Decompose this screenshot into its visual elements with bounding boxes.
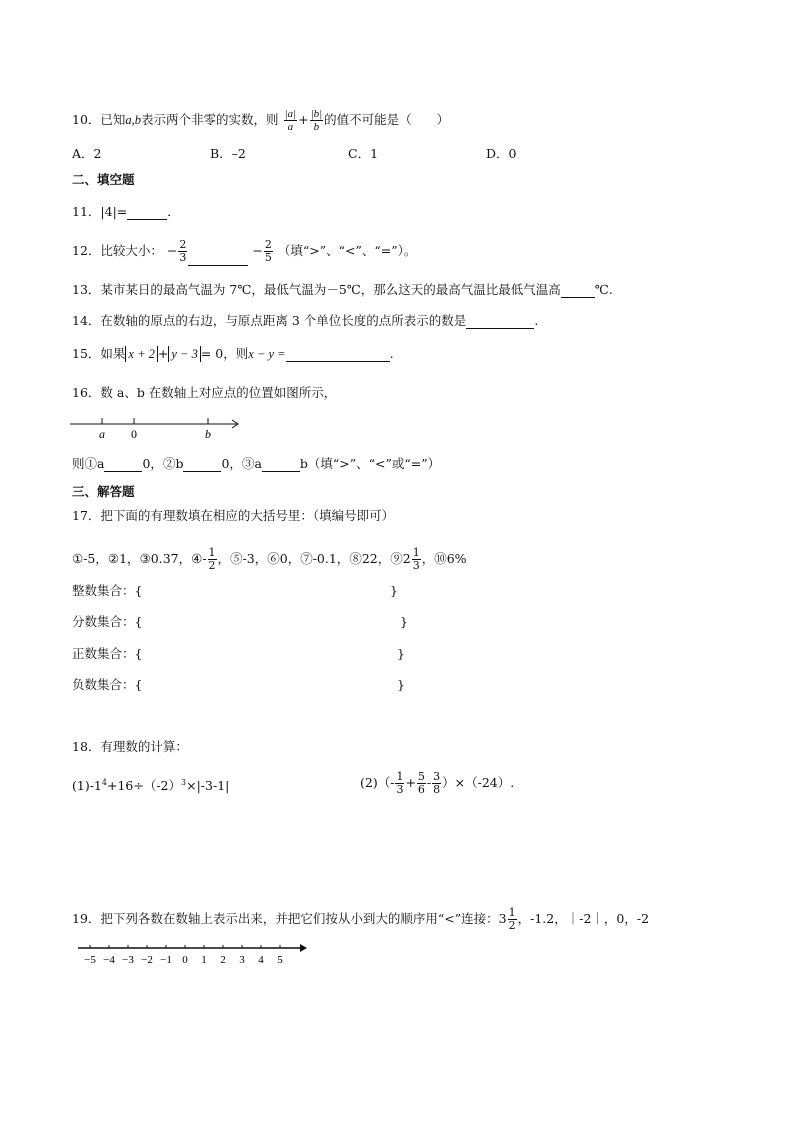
q17-item-9-whole: 2 bbox=[402, 551, 411, 566]
q17-item-2: ②1， bbox=[107, 551, 140, 566]
q19-number-line bbox=[76, 940, 308, 968]
q18-p1-tail: ×|-3-1| bbox=[186, 778, 230, 794]
q11-answer-blank[interactable] bbox=[127, 207, 167, 220]
question-19 bbox=[72, 904, 649, 934]
q16-axis-label-b: b bbox=[205, 427, 211, 441]
q19-rest: ，-1.2，｜-2｜，0，-2 bbox=[517, 911, 650, 926]
q16-blank-1[interactable] bbox=[104, 459, 142, 472]
q15-abs-expr-1: x + 2 bbox=[125, 346, 157, 362]
q18-p1-start: (1)-1 bbox=[72, 778, 102, 794]
q19-mixed-whole: 3 bbox=[498, 911, 507, 926]
q18-text: 18．有理数的计算： bbox=[72, 739, 188, 754]
q15-plus: + bbox=[157, 346, 169, 361]
q17-text: 17．把下面的有理数填在相应的大括号里：（填编号即可） bbox=[72, 508, 395, 523]
q16-circle-2: ② bbox=[162, 456, 176, 471]
q18-p2-fraction-2: $\frac{5}{6}$ bbox=[417, 770, 425, 796]
q19-tick-label: 1 bbox=[201, 954, 207, 966]
q19-tick-label: 0 bbox=[182, 954, 188, 966]
q17-item-4-fraction: $\frac{1}{2}$ bbox=[208, 546, 216, 572]
q19-tick-label: 3 bbox=[239, 954, 245, 966]
q19-tick-label: 2 bbox=[220, 954, 226, 966]
q17-separator-9: ， bbox=[421, 551, 435, 566]
q17-item-1: ①-5， bbox=[72, 551, 108, 566]
q10-number: 10．已知 bbox=[72, 112, 126, 127]
q17-items bbox=[72, 544, 467, 574]
q18-part-1 bbox=[72, 775, 229, 794]
q18-p2-end: ）×（-24）. bbox=[442, 775, 515, 790]
q10-option-a: A．2 bbox=[72, 146, 102, 161]
question-13 bbox=[72, 282, 613, 298]
q14-suffix: . bbox=[534, 313, 539, 328]
q16-part-3: a bbox=[254, 456, 262, 471]
q18-p2-start: (2)（- bbox=[360, 775, 395, 790]
q16-part-1: a bbox=[97, 456, 105, 471]
q10-option-b: B．–2 bbox=[210, 146, 246, 161]
q16-part-2: b bbox=[175, 456, 184, 471]
q12-suffix: （填“>”、“<”、“=”）。 bbox=[277, 243, 417, 258]
question-10 bbox=[72, 108, 449, 133]
q19-tick-label: 4 bbox=[258, 954, 264, 966]
q16-answer-start: 则 bbox=[72, 456, 85, 471]
q17-item-7: ⑦-0.1， bbox=[300, 551, 350, 566]
q12-fraction-2: $\frac{2}{5}$ bbox=[264, 238, 272, 264]
q18-p1-middle: +16÷（-2） bbox=[106, 778, 182, 794]
q16-number-line bbox=[66, 414, 246, 446]
q17-separator-4: ， bbox=[217, 551, 231, 566]
q16-value-1: 0， bbox=[142, 456, 163, 471]
q12-answer-blank[interactable] bbox=[188, 245, 248, 266]
q11-number: 11． bbox=[72, 204, 101, 219]
q12-fraction-1: $\frac{2}{3}$ bbox=[179, 238, 187, 264]
q10-plus: + bbox=[298, 112, 309, 127]
q16-blank-2[interactable] bbox=[183, 459, 221, 472]
q15-answer-blank[interactable] bbox=[286, 349, 390, 362]
section-heading-solve: 三、解答题 bbox=[72, 484, 135, 499]
q19-tick-label: 5 bbox=[277, 954, 283, 966]
question-14 bbox=[72, 313, 538, 329]
question-11 bbox=[72, 204, 180, 220]
set-fractions-label: 分数集合：{ bbox=[72, 614, 143, 629]
q16-value-3: b（填“>”、“<”或“=”） bbox=[299, 456, 441, 471]
set-integers-close: } bbox=[390, 583, 398, 598]
q12-number: 12．比较大小： bbox=[72, 243, 163, 258]
q17-item-9-fraction: $\frac{1}{3}$ bbox=[412, 546, 420, 572]
q17-item-9: ⑨ bbox=[390, 551, 403, 566]
q10-fraction-b: $\frac{|b|}{b}$ bbox=[310, 108, 323, 133]
question-12 bbox=[72, 236, 416, 266]
q19-tick-label: −5 bbox=[84, 954, 96, 966]
q18-p2-minus: - bbox=[426, 775, 432, 790]
set-positive-label: 正数集合：{ bbox=[72, 646, 143, 661]
q17-item-10: ⑩6% bbox=[434, 551, 467, 566]
q14-answer-blank[interactable] bbox=[466, 316, 534, 329]
set-negative-label: 负数集合：{ bbox=[72, 677, 143, 692]
set-integers-label: 整数集合：{ bbox=[72, 583, 143, 598]
q19-tick-label: −2 bbox=[141, 954, 153, 966]
q10-text: 表示两个非零的实数，则 bbox=[141, 112, 279, 127]
q10-fraction-a: $\frac{|a|}{a}$ bbox=[284, 108, 297, 133]
q19-tick-label: −1 bbox=[160, 954, 172, 966]
q13-unit: ℃. bbox=[594, 282, 613, 297]
q16-circle-1: ① bbox=[84, 456, 98, 471]
q18-p1-exponent-2: 3 bbox=[181, 778, 187, 787]
q15-eq: = 0，则 bbox=[200, 346, 249, 361]
q13-text: 13．某市某日的最高气温为 7℃，最低气温为－5℃，那么这天的最高气温比最低气温高 bbox=[72, 282, 561, 297]
q18-p2-plus: + bbox=[405, 775, 416, 790]
q10-vars: a,b bbox=[125, 113, 142, 127]
q18-p2-fraction-1: $\frac{1}{3}$ bbox=[396, 770, 404, 796]
q15-suffix: . bbox=[389, 346, 394, 361]
q15-expr-3: x − y = bbox=[248, 347, 286, 361]
q19-tick-label: −3 bbox=[122, 954, 134, 966]
q15-abs-expr-2: y − 3 bbox=[168, 346, 200, 362]
q12-minus-1: − bbox=[166, 243, 178, 258]
q18-p1-exponent: 4 bbox=[101, 778, 107, 787]
q16-axis-label-a: a bbox=[99, 427, 105, 441]
question-15 bbox=[72, 346, 394, 362]
q13-answer-blank[interactable] bbox=[561, 285, 595, 298]
q10-option-d: D．0 bbox=[486, 146, 517, 161]
q17-item-4: ④- bbox=[191, 551, 207, 566]
q19-tick-label: −4 bbox=[103, 954, 115, 966]
q19-mixed-fraction: $\frac{1}{2}$ bbox=[508, 906, 516, 932]
q15-prefix: 15．如果 bbox=[72, 346, 126, 361]
set-positive-close: } bbox=[397, 646, 405, 661]
q18-part-2 bbox=[360, 768, 514, 798]
section-heading-fill-blank: 二、填空题 bbox=[72, 172, 135, 187]
q16-text: 16．数 a、b 在数轴上对应点的位置如图所示， bbox=[72, 385, 337, 400]
q17-item-8: ⑧22， bbox=[349, 551, 391, 566]
q14-text: 14．在数轴的原点的右边，与原点距离 3 个单位长度的点所表示的数是 bbox=[72, 313, 467, 328]
q17-item-5: ⑤-3， bbox=[230, 551, 268, 566]
q11-suffix: ． bbox=[167, 204, 180, 219]
q10-text-2: 的值不可能是（ ） bbox=[324, 112, 450, 127]
q16-blank-3[interactable] bbox=[262, 459, 300, 472]
q19-text: 19．把下列各数在数轴上表示出来，并把它们按从小到大的顺序用“<”连接： bbox=[72, 911, 499, 926]
q16-value-2: 0， bbox=[221, 456, 242, 471]
q10-option-c: C．1 bbox=[348, 146, 379, 161]
q12-minus-2: − bbox=[252, 243, 263, 258]
q17-item-3: ③0.37， bbox=[139, 551, 192, 566]
q18-p2-fraction-3: $\frac{3}{8}$ bbox=[433, 770, 441, 796]
q11-expression: |4|= bbox=[100, 204, 128, 219]
q17-item-6: ⑥0， bbox=[267, 551, 301, 566]
q16-circle-3: ③ bbox=[241, 456, 255, 471]
set-negative-close: } bbox=[397, 677, 405, 692]
set-fractions-close: } bbox=[400, 614, 408, 629]
q16-axis-label-0: 0 bbox=[131, 427, 137, 441]
q16-answer bbox=[72, 456, 440, 472]
